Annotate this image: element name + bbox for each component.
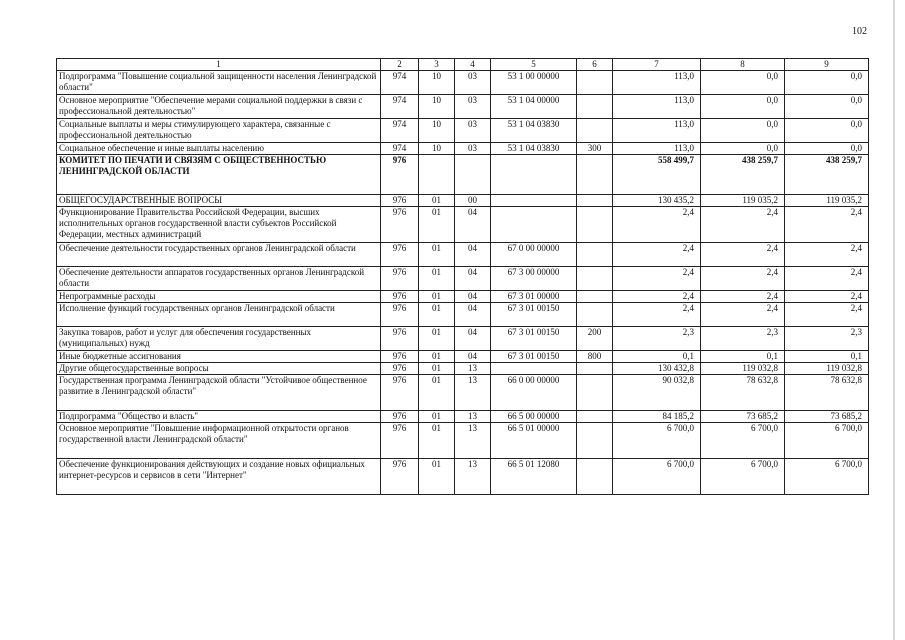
section-cell: 01 — [419, 411, 455, 423]
target-article-cell: 67 3 00 00000 — [491, 267, 577, 291]
subsection-cell: 03 — [455, 71, 491, 95]
subsection-cell: 04 — [455, 207, 491, 243]
ved-cell: 976 — [381, 423, 419, 459]
subsection-cell: 13 — [455, 423, 491, 459]
amount-2021-cell: 0,0 — [785, 95, 869, 119]
ved-cell: 976 — [381, 375, 419, 411]
section-cell: 10 — [419, 143, 455, 155]
amount-2020-cell: 119 032,8 — [701, 363, 785, 375]
amount-2020-cell: 2,3 — [701, 327, 785, 351]
subsection-cell: 13 — [455, 363, 491, 375]
amount-2021-cell: 2,4 — [785, 243, 869, 267]
amount-2020-cell: 6 700,0 — [701, 459, 785, 495]
target-article-cell: 66 0 00 00000 — [491, 375, 577, 411]
name-cell: Основное мероприятие "Повышение информационной открытости органов государственной власти Ленинградской области" — [57, 423, 381, 459]
name-cell: Обеспечение деятельности аппаратов государственных органов Ленинградской области — [57, 267, 381, 291]
header-cell: 3 — [419, 59, 455, 71]
table-row — [57, 363, 869, 375]
table-row — [57, 95, 869, 119]
table-row — [57, 119, 869, 143]
amount-2020-cell: 0,1 — [701, 351, 785, 363]
table-row — [57, 303, 869, 327]
expense-type-cell — [577, 71, 613, 95]
header-cell: 2 — [381, 59, 419, 71]
section-cell: 01 — [419, 363, 455, 375]
ved-cell: 974 — [381, 95, 419, 119]
name-cell: Обеспечение деятельности государственных органов Ленинградской области — [57, 243, 381, 267]
amount-2019-cell: 90 032,8 — [613, 375, 701, 411]
expense-type-cell — [577, 95, 613, 119]
expense-type-cell — [577, 155, 613, 195]
amount-2019-cell: 2,4 — [613, 267, 701, 291]
expense-type-cell — [577, 195, 613, 207]
section-cell: 01 — [419, 243, 455, 267]
ved-cell: 976 — [381, 411, 419, 423]
amount-2019-cell: 2,3 — [613, 327, 701, 351]
amount-2021-cell: 2,4 — [785, 267, 869, 291]
subsection-cell: 13 — [455, 411, 491, 423]
header-cell: 5 — [491, 59, 577, 71]
amount-2021-cell: 73 685,2 — [785, 411, 869, 423]
amount-2021-cell: 6 700,0 — [785, 423, 869, 459]
amount-2020-cell: 2,4 — [701, 303, 785, 327]
table-row — [57, 71, 869, 95]
table-row — [57, 243, 869, 267]
ved-cell: 976 — [381, 459, 419, 495]
target-article-cell: 66 5 01 12080 — [491, 459, 577, 495]
expense-type-cell — [577, 459, 613, 495]
amount-2019-cell: 2,4 — [613, 303, 701, 327]
subsection-cell: 13 — [455, 375, 491, 411]
amount-2019-cell: 113,0 — [613, 95, 701, 119]
subsection-cell: 04 — [455, 267, 491, 291]
ved-cell: 976 — [381, 303, 419, 327]
ved-cell: 976 — [381, 291, 419, 303]
subsection-cell: 00 — [455, 195, 491, 207]
amount-2019-cell: 130 432,8 — [613, 363, 701, 375]
section-cell: 01 — [419, 459, 455, 495]
amount-2020-cell: 0,0 — [701, 95, 785, 119]
table-row — [57, 375, 869, 411]
target-article-cell: 67 3 01 00150 — [491, 351, 577, 363]
subsection-cell: 04 — [455, 303, 491, 327]
ved-cell: 976 — [381, 243, 419, 267]
expense-type-cell — [577, 243, 613, 267]
amount-2021-cell: 119 035,2 — [785, 195, 869, 207]
amount-2020-cell: 438 259,7 — [701, 155, 785, 195]
section-cell: 01 — [419, 267, 455, 291]
expense-type-cell — [577, 207, 613, 243]
table-row — [57, 351, 869, 363]
amount-2019-cell: 113,0 — [613, 143, 701, 155]
target-article-cell — [491, 195, 577, 207]
ved-cell: 974 — [381, 143, 419, 155]
expense-type-cell: 200 — [577, 327, 613, 351]
table-row — [57, 411, 869, 423]
page-number: 102 — [852, 26, 867, 37]
target-article-cell — [491, 363, 577, 375]
ved-cell: 976 — [381, 155, 419, 195]
target-article-cell: 66 5 01 00000 — [491, 423, 577, 459]
subsection-cell: 03 — [455, 95, 491, 119]
amount-2020-cell: 0,0 — [701, 71, 785, 95]
amount-2021-cell: 0,0 — [785, 119, 869, 143]
ved-cell: 976 — [381, 195, 419, 207]
expense-type-cell — [577, 363, 613, 375]
scan-edge — [893, 0, 895, 640]
ved-cell: 976 — [381, 267, 419, 291]
target-article-cell: 53 1 04 00000 — [491, 95, 577, 119]
ved-cell: 974 — [381, 71, 419, 95]
amount-2021-cell: 0,0 — [785, 71, 869, 95]
name-cell: Иные бюджетные ассигнования — [57, 351, 381, 363]
amount-2019-cell: 113,0 — [613, 71, 701, 95]
subsection-cell: 03 — [455, 143, 491, 155]
header-cell: 9 — [785, 59, 869, 71]
name-cell: ОБЩЕГОСУДАРСТВЕННЫЕ ВОПРОСЫ — [57, 195, 381, 207]
subsection-cell: 04 — [455, 327, 491, 351]
amount-2020-cell: 78 632,8 — [701, 375, 785, 411]
ved-cell: 974 — [381, 119, 419, 143]
table-row — [57, 207, 869, 243]
table-row — [57, 143, 869, 155]
table-row — [57, 459, 869, 495]
subsection-cell: 04 — [455, 291, 491, 303]
table-row — [57, 327, 869, 351]
target-article-cell: 67 3 01 00000 — [491, 291, 577, 303]
header-cell: 1 — [57, 59, 381, 71]
name-cell: КОМИТЕТ ПО ПЕЧАТИ И СВЯЗЯМ С ОБЩЕСТВЕННОСТЬЮ ЛЕНИНГРАДСКОЙ ОБЛАСТИ — [57, 155, 381, 195]
section-cell: 01 — [419, 375, 455, 411]
expense-type-cell — [577, 303, 613, 327]
ved-cell: 976 — [381, 207, 419, 243]
amount-2020-cell: 119 035,2 — [701, 195, 785, 207]
expense-type-cell — [577, 291, 613, 303]
budget-table — [56, 58, 869, 495]
table-row — [57, 423, 869, 459]
header-cell: 8 — [701, 59, 785, 71]
section-cell: 01 — [419, 195, 455, 207]
amount-2021-cell: 0,1 — [785, 351, 869, 363]
section-cell: 01 — [419, 291, 455, 303]
expense-type-cell — [577, 267, 613, 291]
expense-type-cell — [577, 423, 613, 459]
section-cell: 01 — [419, 207, 455, 243]
name-cell: Подпрограмма "Общество и власть" — [57, 411, 381, 423]
target-article-cell: 67 3 01 00150 — [491, 327, 577, 351]
amount-2019-cell: 130 435,2 — [613, 195, 701, 207]
amount-2019-cell: 2,4 — [613, 243, 701, 267]
amount-2020-cell: 2,4 — [701, 207, 785, 243]
amount-2019-cell: 2,4 — [613, 207, 701, 243]
section-cell: 01 — [419, 423, 455, 459]
subsection-cell — [455, 155, 491, 195]
amount-2020-cell: 2,4 — [701, 291, 785, 303]
amount-2020-cell: 2,4 — [701, 243, 785, 267]
name-cell: Подпрограмма "Повышение социальной защищенности населения Ленинградской области" — [57, 71, 381, 95]
amount-2021-cell: 2,3 — [785, 327, 869, 351]
amount-2020-cell: 0,0 — [701, 143, 785, 155]
subsection-cell: 03 — [455, 119, 491, 143]
subsection-cell: 13 — [455, 459, 491, 495]
table-row — [57, 155, 869, 195]
section-cell: 10 — [419, 119, 455, 143]
section-cell: 01 — [419, 351, 455, 363]
header-cell: 7 — [613, 59, 701, 71]
section-cell: 10 — [419, 71, 455, 95]
name-cell: Государственная программа Ленинградской области "Устойчивое общественное развитие в Ленинградской области" — [57, 375, 381, 411]
name-cell: Основное мероприятие "Обеспечение мерами социальной поддержки в связи с профессиональной деятельностью" — [57, 95, 381, 119]
ved-cell: 976 — [381, 351, 419, 363]
target-article-cell: 67 3 01 00150 — [491, 303, 577, 327]
amount-2021-cell: 119 032,8 — [785, 363, 869, 375]
name-cell: Социальные выплаты и меры стимулирующего характера, связанные с профессиональной деятельностью — [57, 119, 381, 143]
amount-2019-cell: 6 700,0 — [613, 423, 701, 459]
amount-2020-cell: 73 685,2 — [701, 411, 785, 423]
name-cell: Непрограммные расходы — [57, 291, 381, 303]
table-row — [57, 267, 869, 291]
table-row — [57, 291, 869, 303]
amount-2019-cell: 84 185,2 — [613, 411, 701, 423]
amount-2021-cell: 78 632,8 — [785, 375, 869, 411]
amount-2019-cell: 6 700,0 — [613, 459, 701, 495]
name-cell: Закупка товаров, работ и услуг для обеспечения государственных (муниципальных) нужд — [57, 327, 381, 351]
expense-type-cell — [577, 411, 613, 423]
section-cell — [419, 155, 455, 195]
name-cell: Обеспечение функционирования действующих и создание новых официальных интернет-ресурсов и сервисов в сети "Интернет" — [57, 459, 381, 495]
subsection-cell: 04 — [455, 243, 491, 267]
subsection-cell: 04 — [455, 351, 491, 363]
target-article-cell: 53 1 04 03830 — [491, 119, 577, 143]
amount-2021-cell: 2,4 — [785, 303, 869, 327]
amount-2020-cell: 2,4 — [701, 267, 785, 291]
target-article-cell — [491, 207, 577, 243]
target-article-cell: 53 1 00 00000 — [491, 71, 577, 95]
name-cell: Исполнение функций государственных органов Ленинградской области — [57, 303, 381, 327]
amount-2019-cell: 113,0 — [613, 119, 701, 143]
section-cell: 01 — [419, 327, 455, 351]
target-article-cell: 67 0 00 00000 — [491, 243, 577, 267]
amount-2019-cell: 2,4 — [613, 291, 701, 303]
target-article-cell — [491, 155, 577, 195]
amount-2021-cell: 2,4 — [785, 291, 869, 303]
section-cell: 01 — [419, 303, 455, 327]
target-article-cell: 66 5 00 00000 — [491, 411, 577, 423]
amount-2019-cell: 0,1 — [613, 351, 701, 363]
target-article-cell: 53 1 04 03830 — [491, 143, 577, 155]
section-cell: 10 — [419, 95, 455, 119]
amount-2021-cell: 0,0 — [785, 143, 869, 155]
header-cell: 6 — [577, 59, 613, 71]
header-cell: 4 — [455, 59, 491, 71]
amount-2020-cell: 6 700,0 — [701, 423, 785, 459]
ved-cell: 976 — [381, 327, 419, 351]
name-cell: Функционирование Правительства Российской Федерации, высших исполнительных органов государственной власти субъектов Российской Федерации, местных администраций — [57, 207, 381, 243]
amount-2021-cell: 2,4 — [785, 207, 869, 243]
ved-cell: 976 — [381, 363, 419, 375]
amount-2019-cell: 558 499,7 — [613, 155, 701, 195]
name-cell: Другие общегосударственные вопросы — [57, 363, 381, 375]
amount-2021-cell: 438 259,7 — [785, 155, 869, 195]
expense-type-cell — [577, 119, 613, 143]
expense-type-cell — [577, 375, 613, 411]
expense-type-cell: 300 — [577, 143, 613, 155]
expense-type-cell: 800 — [577, 351, 613, 363]
name-cell: Социальное обеспечение и иные выплаты населению — [57, 143, 381, 155]
amount-2020-cell: 0,0 — [701, 119, 785, 143]
table-row — [57, 195, 869, 207]
header-row — [57, 59, 869, 71]
amount-2021-cell: 6 700,0 — [785, 459, 869, 495]
